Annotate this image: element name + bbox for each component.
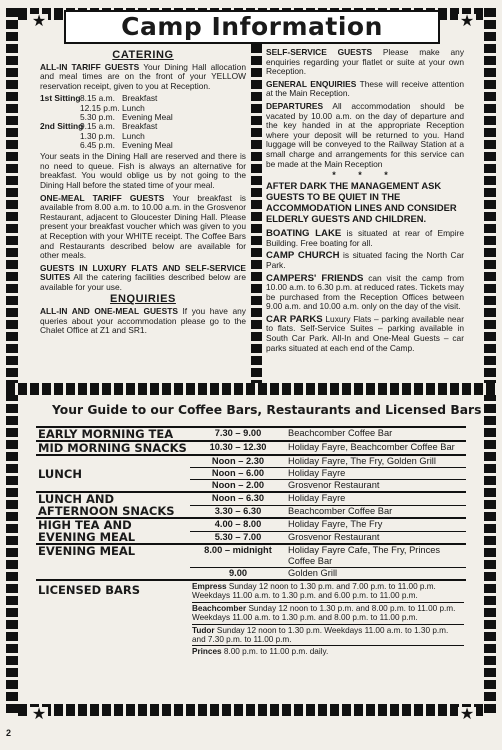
time-cell: 5.30 – 7.00 (190, 531, 286, 544)
table-row (36, 544, 466, 568)
place-cell: Holiday Fayre (286, 468, 466, 480)
general-text: These will receive attention at the Main Reception. (266, 78, 464, 99)
sitting-meal: Evening Meal (122, 139, 173, 150)
enquiries-lead: ALL-IN AND ONE-MEAL GUESTS (40, 306, 178, 317)
seats-paragraph: Your seats in the Dining Hall are reserved and there is no need to queue. Fish is always an alternative for breakfast. You would oblige us by not going to the Dining Hall before the stated time of your meal. (40, 151, 246, 190)
general-paragraph (266, 80, 464, 99)
enquiries-paragraph (40, 307, 246, 336)
left-column (40, 48, 246, 339)
sitting-time: 9.15 a.m. (80, 121, 115, 132)
sitting-label (40, 141, 80, 150)
star-icon: ★ (459, 13, 475, 30)
enquiries-text: If you have any queries about your accommodation please go to the Chalet Office at Z1 and SR1. (40, 306, 246, 336)
catering-heading: CATERING (112, 49, 174, 61)
list-item (192, 581, 464, 603)
bar-name: Empress (192, 582, 227, 591)
category-label: EARLY MORNING TEA (36, 427, 190, 441)
all-in-lead: ALL-IN TARIFF GUESTS (40, 61, 140, 72)
place-cell: Grosvenor Restaurant (286, 531, 466, 544)
one-meal-text: Your breakfast is available from 8.00 a.m. to 10.00 a.m. in the Grosvenor Restaurant, adjacent to Gloucester Dining Hall. Please present your breakfast voucher which was given to you at Reception with your WHITE receipt. The Coffee Bars and Restaurants described below are available for other meals. (40, 192, 246, 261)
border-right (484, 8, 496, 716)
sitting-meal: Breakfast (122, 93, 158, 104)
time-cell: 3.30 – 6.30 (190, 505, 286, 518)
boating-text: is situated at rear of Empire Building. Free boating for all. (266, 228, 465, 248)
guide-heading: Your Guide to our Coffee Bars, Restaurants and Licensed Bars (52, 403, 482, 417)
time-cell: 8.00 – midnight (190, 544, 286, 568)
bar-name: Princes (192, 647, 222, 657)
campers-text: can visit the camp from 10.00 a.m. to 6.30 p.m. at reduced rates. Tickets may be purchased from the Reception Offices between 9.00 a.m. and 10.00 a.m. only on the day of the visit. (266, 272, 464, 312)
place-cell: Grosvenor Restaurant (286, 480, 466, 493)
sitting-label: 1st Sitting (40, 93, 81, 104)
time-cell: Noon – 6.30 (190, 492, 286, 505)
one-meal-paragraph (40, 194, 246, 261)
time-cell: 7.30 – 9.00 (190, 427, 286, 441)
place-cell: Beachcomber Coffee Bar (286, 427, 466, 441)
time-cell: Noon – 6.00 (190, 468, 286, 480)
luxury-text: All the catering facilities described below are available for your use. (40, 272, 246, 292)
place-cell: Beachcomber Coffee Bar (286, 505, 466, 518)
self-service-paragraph (266, 48, 464, 77)
bar-hours: Sunday 12 noon to 1.30 p.m. Weekdays 11.00 a.m. to 1.30 p.m. and 7.30 p.m. to 11.00 p.m. (192, 625, 449, 645)
sitting-time: 12.15 p.m. (80, 102, 120, 113)
table-row (36, 441, 466, 455)
sitting-meal: Lunch (122, 130, 145, 141)
time-cell: 10.30 – 12.30 (190, 441, 286, 455)
table-row (36, 492, 466, 505)
place-cell: Holiday Fayre Cafe, The Fry, Princes Coffee Bar (286, 544, 466, 568)
luxury-paragraph (40, 264, 246, 293)
luxury-lead: GUESTS IN LUXURY FLATS AND SELF-SERVICE SUITES (40, 262, 246, 283)
all-in-paragraph (40, 63, 246, 92)
star-icon: ★ (31, 706, 47, 723)
table-row (36, 518, 466, 531)
bar-name: Beachcomber (192, 603, 247, 613)
sitting-label (40, 132, 80, 141)
self-service-text: Please make any enquiries regarding your flatlet or suite at your own Reception. (266, 47, 465, 77)
list-item (192, 625, 464, 647)
church-text: is situated facing the North Car Park. (266, 250, 465, 270)
category-label: HIGH TEA AND EVENING MEAL (36, 518, 190, 544)
campers-paragraph (266, 274, 464, 312)
sitting-time: 6.45 p.m. (80, 139, 115, 150)
sitting-meal: Evening Meal (122, 111, 173, 122)
right-column (266, 48, 464, 356)
sittings-list (40, 94, 246, 150)
departures-text: All accommodation should be vacated by 10.00 a.m. on the day of departure and the key handed in at the appropriate Reception where your deposit will be returned to you. Hand luggage will be conveyed to the Railway Station at a small charge and arrangements for this service can be made at the Main Reception (266, 100, 464, 169)
list-item (192, 646, 464, 657)
table-row (36, 427, 466, 441)
sitting-time: 1.30 p.m. (80, 130, 115, 141)
sitting-label (40, 104, 80, 113)
stars-separator: * * * (332, 170, 398, 181)
after-dark-notice: AFTER DARK THE MANAGEMENT ASK GUESTS TO BE QUIET IN THE ACCOMMODATION LINES AND CONSIDER ELDERLY GUESTS AND CHILDREN. (266, 180, 457, 225)
bar-hours: Sunday 12 noon to 1.30 p.m. and 7.00 p.m. to 11.00 p.m. Weekdays 11.00 a.m. to 1.30 p.m. and 6.00 p.m. to 11.00 p.m. (192, 582, 436, 601)
list-item (192, 603, 464, 625)
licensed-bars-list (190, 580, 466, 658)
time-cell: Noon – 2.00 (190, 480, 286, 493)
church-lead: CAMP CHURCH (266, 250, 340, 262)
enquiries-heading: ENQUIRIES (110, 293, 176, 306)
table-row (36, 455, 466, 468)
category-label: LICENSED BARS (36, 580, 190, 658)
column-divider (251, 44, 262, 383)
all-in-text: Your Dining Hall allocation and meal times are on the front of your YELLOW reservation receipt, given to you at Reception. (40, 61, 246, 91)
departures-paragraph (266, 102, 464, 169)
sitting-time: 5.30 p.m. (80, 111, 115, 122)
sitting-label: 2nd Sitting (40, 121, 84, 132)
time-cell: Noon – 2.30 (190, 455, 286, 468)
category-label: LUNCH AND AFTERNOON SNACKS (36, 492, 190, 518)
table-row (36, 580, 466, 658)
sitting-meal: Breakfast (122, 121, 158, 132)
departures-lead: DEPARTURES (266, 100, 324, 111)
boating-paragraph (266, 229, 464, 248)
category-label: EVENING MEAL (36, 544, 190, 580)
category-label: MID MORNING SNACKS (36, 441, 190, 455)
carparks-paragraph (266, 315, 464, 353)
page-number: 2 (6, 728, 12, 738)
border-left (6, 8, 18, 716)
time-cell: 9.00 (190, 568, 286, 581)
campers-lead: CAMPERS' FRIENDS (266, 272, 364, 284)
place-cell: Golden Grill (286, 568, 466, 581)
self-service-lead: SELF-SERVICE GUESTS (266, 47, 373, 57)
place-cell: Holiday Fayre, The Fry, Golden Grill (286, 455, 466, 468)
place-cell: Holiday Fayre, Beachcomber Coffee Bar (286, 441, 466, 455)
church-paragraph (266, 251, 464, 270)
bar-name: Tudor (192, 625, 215, 635)
star-icon: ★ (31, 13, 47, 30)
border-middle (6, 383, 496, 395)
carparks-lead: CAR PARKS (266, 313, 323, 325)
place-cell: Holiday Fayre (286, 492, 466, 505)
one-meal-lead: ONE-MEAL TARIFF GUESTS (40, 192, 165, 203)
category-label: LUNCH (36, 455, 190, 492)
time-cell: 4.00 – 8.00 (190, 518, 286, 531)
bar-hours: Sunday 12 noon to 1.30 p.m. and 8.00 p.m. to 11.00 p.m. Weekdays 11.00 a.m. to 1.30 p.m. and 8.00 p.m. to 11.00 p.m. (192, 603, 456, 623)
guide-table (36, 426, 466, 658)
page-title: Camp Information (64, 10, 440, 44)
general-lead: GENERAL ENQUIRIES (266, 78, 357, 89)
bar-hours: 8.00 p.m. to 11.00 p.m. daily. (223, 647, 329, 657)
boating-lead: BOATING LAKE (266, 228, 342, 240)
star-icon: ★ (459, 706, 475, 723)
place-cell: Holiday Fayre, The Fry (286, 518, 466, 531)
carparks-text: Luxury Flats – parking available near to flats. Self-Service Suites – parking available in South Car Park. All-In and One-Meal Guests – car parks situated at each end of the Camp. (266, 313, 465, 353)
border-bottom (6, 704, 496, 716)
sitting-time: 8.15 a.m. (80, 93, 115, 104)
sitting-meal: Lunch (122, 102, 145, 113)
